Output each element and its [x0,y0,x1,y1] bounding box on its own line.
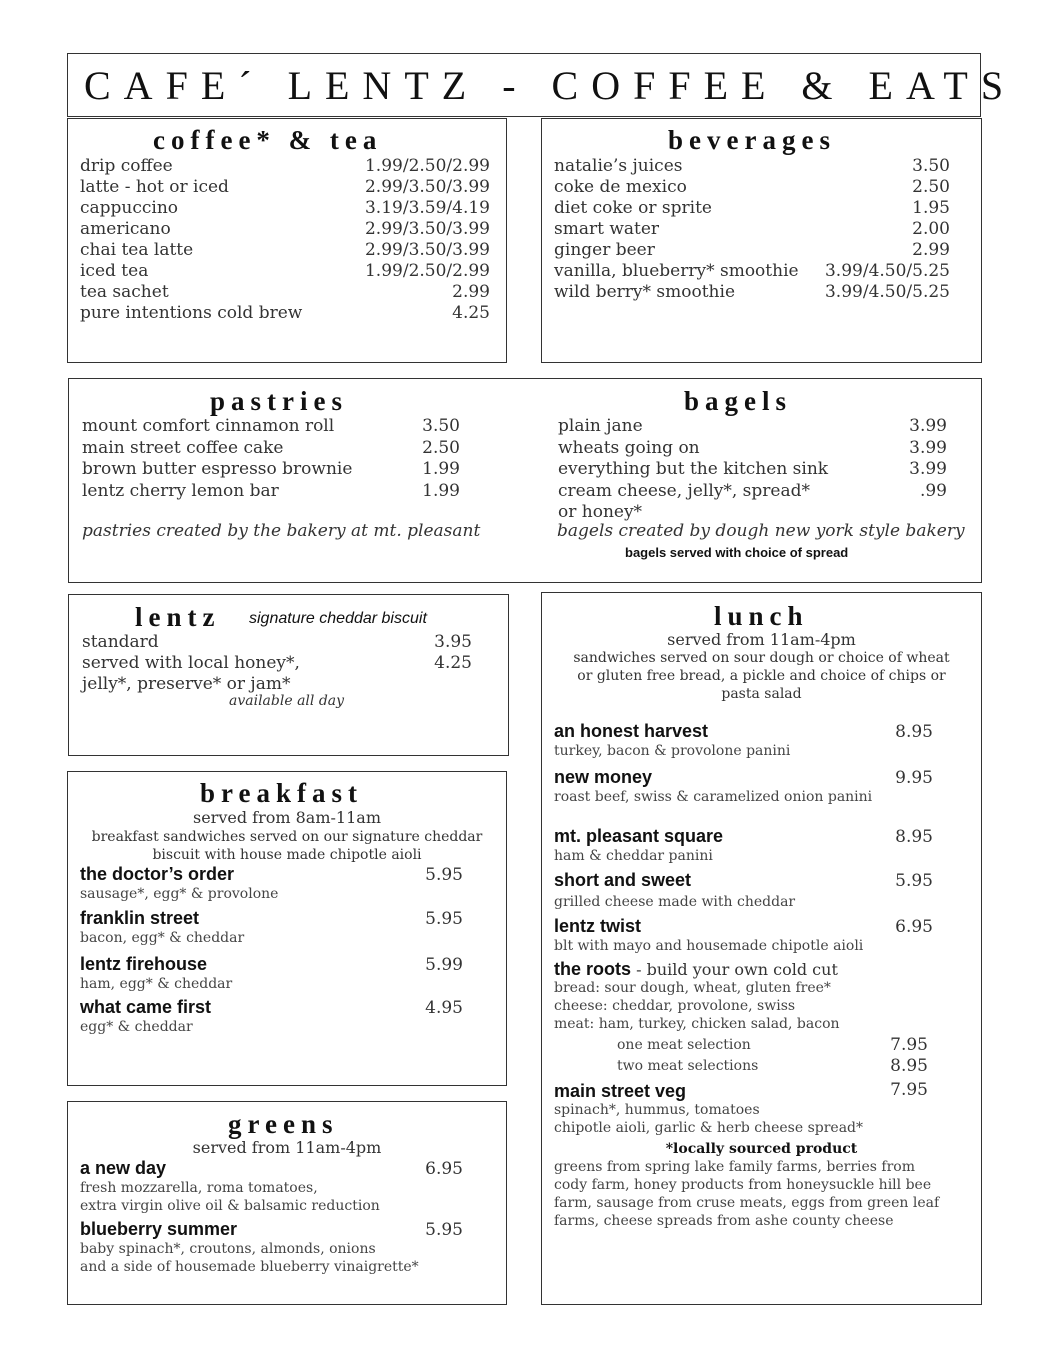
menu-title: CAFE´ LENTZ - COFFEE & EATS [84,63,1017,108]
pastries-heading: pastries [210,386,348,416]
bagels-item-price: 3.99 [909,416,947,436]
breakfast-item-name: lentz firehouse [80,954,208,974]
coffee-item-name: iced tea [80,261,149,281]
lunch-heading: lunch [714,601,809,631]
beverages-item-name: smart water [554,219,660,239]
biscuit-heading: lentz [135,602,221,632]
breakfast-item-price: 4.95 [425,998,463,1018]
beverages-section [541,118,982,363]
bagels-item-name: or honey* [558,502,643,522]
lunch-item-name: an honest harvest [554,721,709,741]
pastries-item-price: 2.50 [422,437,460,458]
veg-price: 7.95 [890,1080,928,1100]
beverages-item-price: 3.99/4.50/5.25 [824,261,950,281]
roots-option-one-price: 7.95 [890,1035,928,1055]
pastries-item-price: 1.99 [422,459,460,479]
local-line: greens from spring lake family farms, berries from [554,1159,915,1175]
coffee-heading: coffee* & tea [153,125,383,155]
breakfast-intro-line1: breakfast sandwiches served on our signature cheddar [91,829,483,845]
lunch-item-price: 8.95 [895,722,933,742]
pastries-note: pastries created by the bakery at mt. pleasant [82,521,481,541]
lunch-item-desc: roast beef, swiss & caramelized onion panini [554,789,873,805]
coffee-item-name: drip coffee [80,156,173,176]
lunch-item-price: 8.95 [895,827,933,847]
roots-option-two: two meat selections [617,1058,759,1074]
veg-name: main street veg [554,1081,687,1101]
lunch-item-price: 9.95 [895,768,933,788]
biscuit-item-price: 3.95 [434,632,472,652]
coffee-item-price: 2.99/3.50/3.99 [364,219,490,239]
breakfast-item-desc: sausage*, egg* & provolone [80,886,279,902]
coffee-item-name: americano [80,219,171,239]
beverages-heading: beverages [668,125,836,155]
bagels-note: bagels created by dough new york style bakery [557,521,965,541]
breakfast-item-name: the doctor’s order [80,864,235,884]
lunch-intro-line2: or gluten free bread, a pickle and choice of chips or [577,668,946,684]
lunch-intro-line1: sandwiches served on sour dough or choice of wheat [573,650,950,666]
local-line: farms, cheese spreads from ashe county cheese [554,1213,894,1229]
bagels-note-spread: bagels served with choice of spread [625,545,849,560]
breakfast-item-price: 5.95 [425,909,463,929]
bagels-item-price: 3.99 [909,459,947,479]
coffee-item-price: 2.99 [452,282,490,302]
pastries-item-price: 1.99 [422,480,460,501]
lunch-item-price: 5.95 [895,871,933,891]
coffee-item-name: cappuccino [80,198,179,218]
breakfast-item-name: franklin street [80,908,200,928]
beverages-item-name: ginger beer [554,240,655,260]
lunch-item-desc: ham & cheddar panini [554,848,713,864]
greens-served: served from 11am-4pm [192,1138,382,1157]
breakfast-item-price: 5.95 [425,865,463,885]
beverages-item-price: 2.50 [912,177,950,197]
coffee-item-name: latte - hot or iced [80,177,229,197]
lunch-item-desc: grilled cheese made with cheddar [554,894,796,910]
beverages-item-name: natalie’s juices [554,156,683,176]
roots-name [554,959,838,980]
pastries-item-price: 3.50 [422,416,460,436]
greens-item-price: 6.95 [425,1159,463,1179]
biscuit-item-name: served with local honey*, [82,653,300,673]
pastries-item-name: brown butter espresso brownie [82,459,353,479]
greens-item-price: 5.95 [425,1220,463,1240]
biscuit-section [68,594,509,756]
lunch-item-name: short and sweet [554,870,692,890]
bagels-item-price: .99 [919,480,947,501]
breakfast-item-desc: bacon, egg* & cheddar [80,930,245,946]
beverages-item-name: wild berry* smoothie [554,282,736,302]
veg-desc-line2: chipotle aioli, garlic & herb cheese spread* [554,1120,864,1136]
beverages-item-name: diet coke or sprite [554,198,712,218]
roots-bread: bread: sour dough, wheat, gluten free* [554,980,831,996]
title-banner [67,53,1017,117]
coffee-item-name: pure intentions cold brew [80,303,303,323]
lunch-item-name: lentz twist [554,916,642,936]
local-line: farm, sausage from cruse meats, eggs from green leaf [554,1195,940,1211]
beverages-item-name: vanilla, blueberry* smoothie [554,261,799,281]
breakfast-served: served from 8am-11am [193,808,381,827]
lunch-intro-line3: pasta salad [721,686,802,702]
beverages-item-price: 3.50 [912,156,950,176]
local-line: cody farm, honey products from honeysuckle hill bee [554,1177,932,1193]
beverages-item-price: 2.00 [912,219,950,239]
lunch-item-name: new money [554,767,653,787]
lunch-item-name: mt. pleasant square [554,826,724,846]
coffee-item-price: 4.25 [452,303,490,323]
greens-item-name: blueberry summer [80,1219,238,1239]
bagels-item-name: wheats going on [558,437,700,458]
pastries-item-name: mount comfort cinnamon roll [82,416,335,436]
roots-cheese: cheese: cheddar, provolone, swiss [554,998,796,1014]
coffee-item-price: 1.99/2.50/2.99 [364,261,490,281]
breakfast-item-name: what came first [80,997,212,1017]
greens-heading: greens [228,1109,339,1139]
lunch-section [541,592,982,1305]
pastries-item-name: main street coffee cake [82,437,284,458]
roots-option-two-price: 8.95 [890,1056,928,1076]
beverages-item-price: 1.95 [912,198,950,218]
coffee-item-price: 2.99/3.50/3.99 [364,177,490,197]
greens-item-name: a new day [80,1158,167,1178]
coffee-item-name: tea sachet [80,282,169,302]
greens-section [67,1101,507,1305]
breakfast-item-desc: ham, egg* & cheddar [80,976,233,992]
greens-item-desc-line1: fresh mozzarella, roma tomatoes, [80,1180,318,1196]
biscuit-note: available all day [229,693,345,709]
biscuit-item-name: standard [82,632,159,652]
roots-title: the roots [554,959,632,979]
bagels-item-name: cream cheese, jelly*, spread* [558,480,810,501]
lunch-item-desc: blt with mayo and housemade chipotle aioli [554,938,864,954]
bagels-item-name: plain jane [558,416,643,436]
greens-item-desc-line2: extra virgin olive oil & balsamic reduction [80,1198,380,1214]
bagels-heading: bagels [684,386,793,416]
breakfast-section [67,771,507,1086]
breakfast-intro-line2: biscuit with house made chipotle aioli [152,847,422,863]
biscuit-item-name: jelly*, preserve* or jam* [82,674,291,694]
roots-meat: meat: ham, turkey, chicken salad, bacon [554,1016,840,1032]
coffee-section [67,118,507,363]
biscuit-subheading: signature cheddar biscuit [249,610,427,627]
greens-item-desc-line2: and a side of housemade blueberry vinaigrette* [80,1259,419,1275]
lunch-served: served from 11am-4pm [667,630,856,649]
breakfast-item-price: 5.99 [425,955,463,975]
pastries-bagels-section [68,378,982,583]
lunch-item-desc: turkey, bacon & provolone panini [554,743,791,759]
lunch-item-price: 6.95 [895,917,933,937]
coffee-item-price: 3.19/3.59/4.19 [364,198,490,218]
beverages-item-price: 3.99/4.50/5.25 [824,282,950,302]
biscuit-item-price: 4.25 [434,653,472,673]
breakfast-heading: breakfast [200,778,364,808]
roots-suffix: - build your own cold cut [631,960,838,979]
greens-item-desc-line1: baby spinach*, croutons, almonds, onions [80,1241,376,1257]
coffee-item-name: chai tea latte [80,240,194,260]
pastries-item-name: lentz cherry lemon bar [82,480,279,501]
coffee-item-price: 1.99/2.50/2.99 [364,156,490,176]
beverages-item-price: 2.99 [912,240,950,260]
veg-desc-line1: spinach*, hummus, tomatoes [554,1102,760,1118]
coffee-item-price: 2.99/3.50/3.99 [364,240,490,260]
local-heading: *locally sourced product [665,1141,858,1157]
breakfast-item-desc: egg* & cheddar [80,1019,193,1035]
bagels-item-name: everything but the kitchen sink [558,459,829,479]
beverages-item-name: coke de mexico [554,177,687,197]
bagels-item-price: 3.99 [909,437,947,458]
roots-option-one: one meat selection [617,1037,751,1053]
